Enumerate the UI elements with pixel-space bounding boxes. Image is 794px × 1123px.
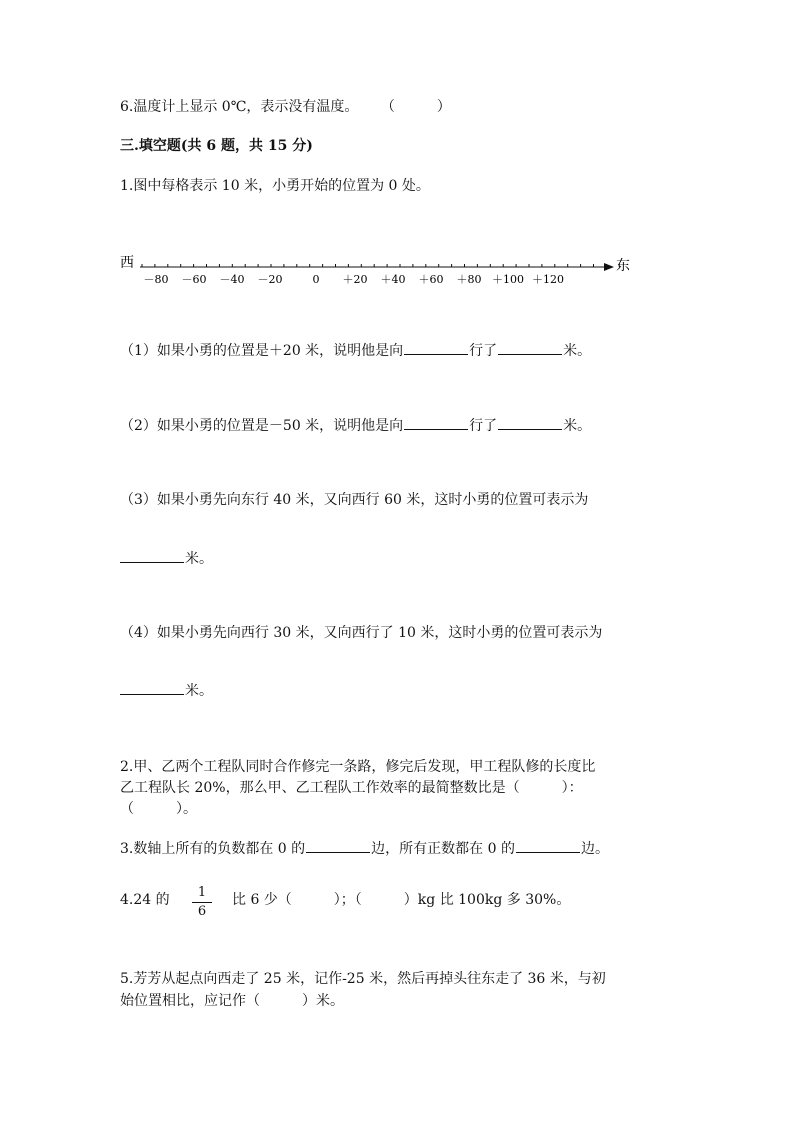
tick-label: ＋60 [418, 273, 444, 286]
q1-sub3-post: 米。 [185, 551, 213, 567]
q4-pre: 4.24 的 [120, 892, 170, 908]
q4-fraction-denominator: 6 [197, 904, 207, 919]
q4-post: 比 6 少（ ）；（ ）kg 比 100kg 多 30%。 [232, 892, 571, 908]
q1-sub1-blank-distance[interactable] [498, 340, 562, 355]
section3-title: 三.填空题(共 6 题，共 15 分) [120, 138, 313, 154]
tick-label: －20 [257, 273, 283, 286]
tick-label: ＋100 [492, 273, 524, 286]
q1-sub3-text: （3）如果小勇先向东行 40 米，又向西行 60 米，这时小勇的位置可表示为 [120, 492, 589, 508]
arrow-head-icon [604, 263, 614, 271]
tick-label: －80 [143, 273, 169, 286]
west-label: 西 [120, 255, 134, 271]
q3-blank-2[interactable] [516, 838, 580, 853]
tick-label: ＋80 [456, 273, 482, 286]
q1-sub3-blank[interactable] [120, 548, 184, 563]
q5-line1: 5.芳芳从起点向西走了 25 米，记作-25 米，然后再掉头往东走了 36 米，与初 [120, 971, 606, 987]
tick-label: ＋20 [342, 273, 368, 286]
tick-label: ＋40 [380, 273, 406, 286]
q1-sub2-blank-distance[interactable] [498, 415, 562, 430]
q1-sub1-blank-direction[interactable] [404, 340, 468, 355]
q1-sub2-pre: （2）如果小勇的位置是－50 米，说明他是向 [120, 418, 404, 434]
q1-sub2-mid: 行了 [469, 418, 498, 434]
q1-sub2-blank-direction[interactable] [404, 415, 468, 430]
q6-text: 6.温度计上显示 0℃，表示没有温度。 [120, 99, 359, 115]
q3-blank-1[interactable] [306, 838, 370, 853]
q4-fraction [190, 885, 214, 920]
q1-sub4-answer [120, 680, 213, 701]
q6-judge-line [120, 97, 451, 117]
tick-label: ＋120 [532, 273, 564, 286]
q1-sub4-post: 米。 [185, 683, 213, 699]
east-label: 东 [616, 258, 630, 274]
q1-sub4-text: （4）如果小勇先向西行 30 米，又向西行了 10 米，这时小勇的位置可表示为 [120, 625, 603, 641]
q1-sub3-answer [120, 548, 213, 569]
q2-line1: 2.甲、乙两个工程队同时合作修完一条路，修完后发现，甲工程队修的长度比 [120, 759, 596, 775]
q2-line2: 乙工程队长 20%，那么甲、乙工程队工作效率的最简整数比是（ ）： [120, 780, 583, 796]
q1-sub1-pre: （1）如果小勇的位置是＋20 米，说明他是向 [120, 343, 404, 359]
q3-mid: 边，所有正数都在 0 的 [371, 841, 515, 857]
q3-pre: 3.数轴上所有的负数都在 0 的 [120, 841, 306, 857]
q1-sub2-post: 米。 [563, 418, 592, 434]
q6-answer-paren[interactable]: （ ） [380, 99, 451, 115]
tick-label: －60 [181, 273, 207, 286]
q4-fraction-numerator: 1 [197, 885, 207, 900]
q3-line [120, 838, 609, 859]
q1-sub1 [120, 340, 591, 361]
tick-label: －40 [219, 273, 245, 286]
q1-sub4-blank[interactable] [120, 680, 184, 695]
q1-sub1-mid: 行了 [469, 343, 498, 359]
q3-post: 边。 [580, 841, 609, 857]
tick-labels [144, 273, 565, 286]
q5-line2: 始位置相比，应记作（ ）米。 [120, 993, 344, 1009]
q1-stem: 1.图中每格表示 10 米，小勇开始的位置为 0 处。 [120, 178, 430, 194]
q4-fraction-bar [192, 902, 212, 903]
q1-sub2 [120, 415, 591, 436]
q1-sub1-post: 米。 [563, 343, 592, 359]
number-line [118, 250, 638, 300]
tick-label: 0 [312, 273, 320, 286]
q2-line3: （ ）。 [120, 801, 197, 817]
